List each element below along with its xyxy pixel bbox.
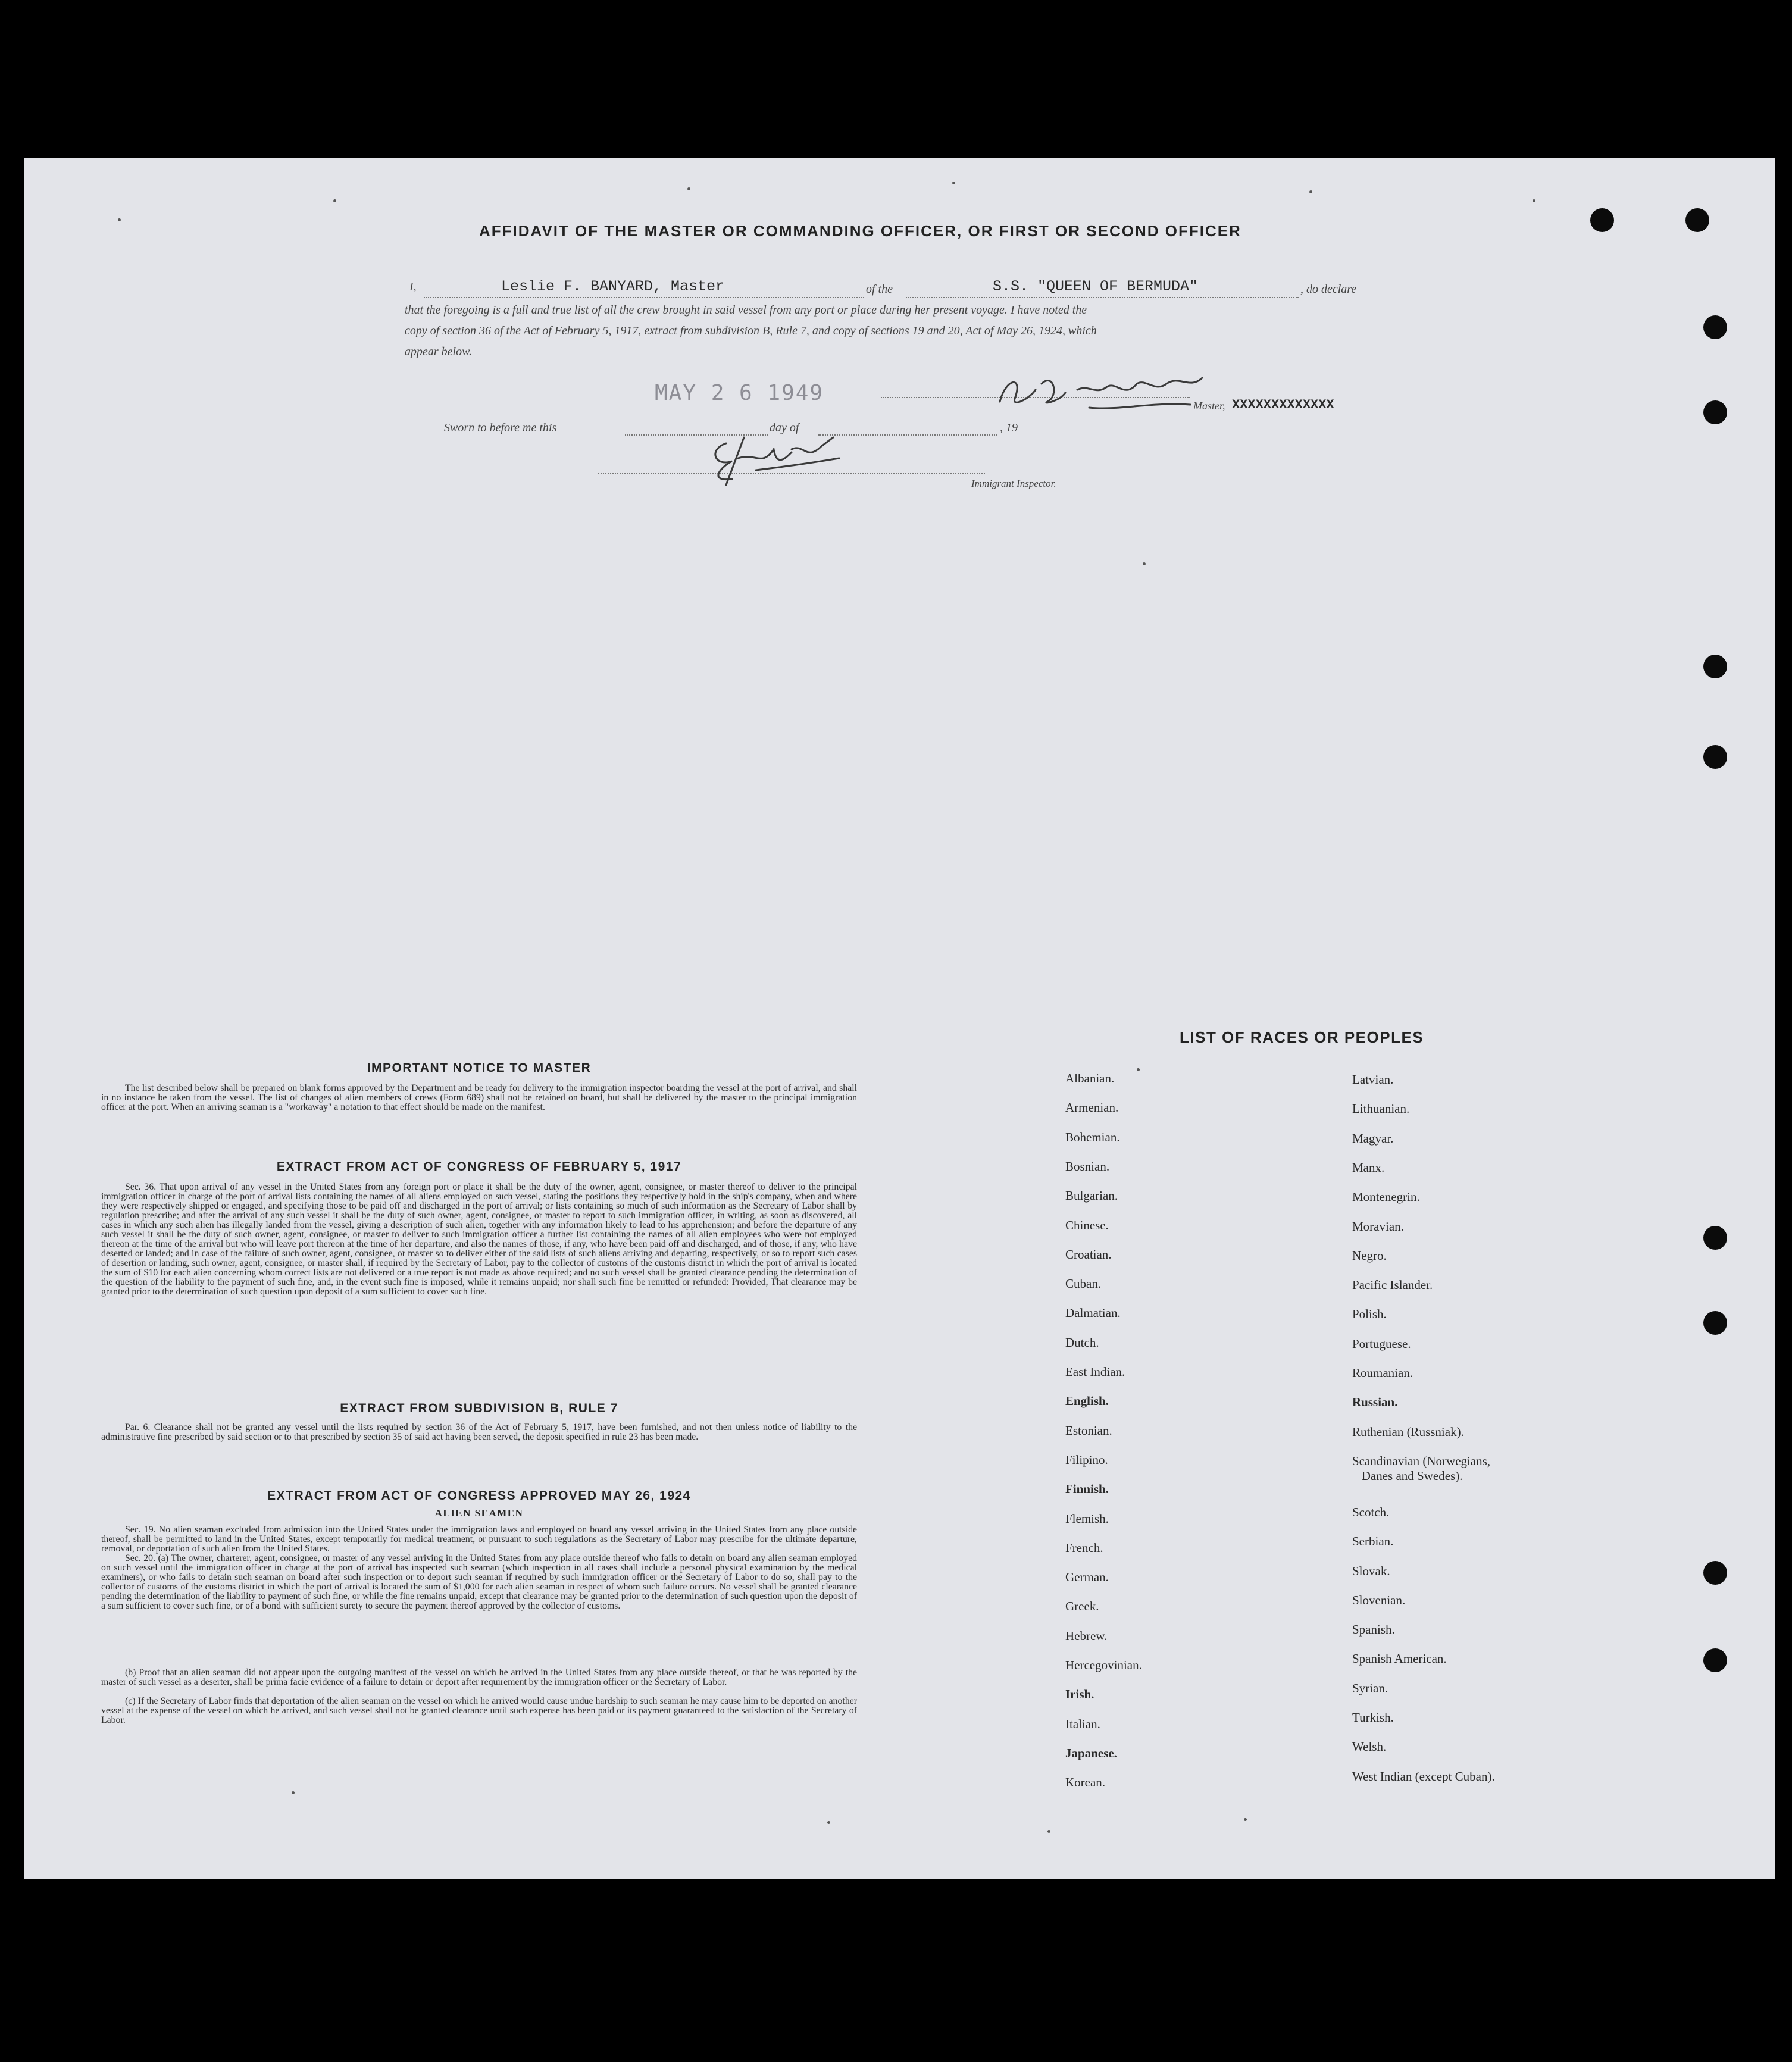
speck: [952, 182, 955, 184]
race-item: Hercegovinian.: [1065, 1658, 1142, 1672]
sworn-label: Sworn to before me this: [444, 421, 557, 434]
race-item: Greek.: [1065, 1599, 1099, 1614]
affidavit-body-line1: that the foregoing is a full and true list of all the crew brought in said vessel from any port or place during her present voyage. I have noted the: [405, 303, 1087, 317]
speck: [827, 1821, 830, 1824]
race-item: Pacific Islander.: [1352, 1278, 1433, 1293]
speck: [1137, 1068, 1140, 1071]
notice-text: The list described below shall be prepared on blank forms approved by the Department and be ready for delivery to the immigration inspector boarding the vessel at the port of arrival, and shall in no instance be taken from the vessel. The list of changes of alien members of crews (Form 689) shall not be retained on board, but shall be delivered by the master to the principal immigration officer at the port. When an arriving seaman is a "workaway" a notation to that effect should be made on the manifest.: [101, 1083, 857, 1112]
race-item: Turkish.: [1352, 1710, 1394, 1725]
punch-hole: [1590, 208, 1614, 232]
speck: [687, 187, 690, 190]
race-item: Chinese.: [1065, 1218, 1109, 1232]
race-item: East Indian.: [1065, 1365, 1125, 1379]
punch-hole: [1685, 208, 1709, 232]
race-item: Russian.: [1352, 1395, 1398, 1410]
punch-hole: [1703, 1648, 1727, 1672]
affidavit-body-line3: appear below.: [405, 345, 472, 358]
race-item: Magyar.: [1352, 1131, 1394, 1146]
inspector-signature: [702, 425, 869, 491]
race-item: Ruthenian (Russniak).: [1352, 1424, 1464, 1439]
race-item: Syrian.: [1352, 1681, 1388, 1695]
race-item: West Indian (except Cuban).: [1352, 1769, 1495, 1783]
of-the-label: of the: [866, 283, 893, 296]
speck: [1143, 562, 1146, 565]
race-item: Scandinavian (Norwegians, Danes and Swedes).: [1352, 1453, 1491, 1483]
day-of-label: day of: [770, 421, 799, 434]
race-item: Slovenian.: [1352, 1592, 1406, 1607]
race-item: Latvian.: [1352, 1072, 1394, 1087]
notice-title: IMPORTANT NOTICE TO MASTER: [367, 1061, 592, 1075]
race-item: Spanish American.: [1352, 1651, 1447, 1666]
race-item: Spanish.: [1352, 1622, 1395, 1637]
master-label: Master,: [1193, 400, 1225, 412]
races-title: LIST OF RACES OR PEOPLES: [1180, 1028, 1424, 1046]
punch-hole: [1703, 1311, 1727, 1335]
form-sheet: [24, 158, 1775, 1879]
inspector-signature-line: [598, 473, 985, 474]
race-item: Slovak.: [1352, 1563, 1390, 1578]
master-title-struck: XXXXXXXXXXXXX: [1232, 398, 1334, 412]
speck: [333, 199, 336, 202]
race-item: Japanese.: [1065, 1745, 1117, 1760]
extract-1924-sec20c: (c) If the Secretary of Labor finds that deportation of the alien seaman on the vessel on which he arrived would cause undue hardship to such seaman he may cause him to be deported on another vessel at the expense of the vessel on which he arrived, and such vessel shall not be granted clearance until such expense has been paid or its payment guaranteed to the satisfaction of the Secretary of Labor.: [101, 1696, 857, 1725]
extract-1917-text: Sec. 36. That upon arrival of any vessel in the United States from any foreign port or place it shall be the duty of the owner, agent, consignee, or master thereof to deliver to the principal immigration officer in charge of the port of arrival lists containing the names of all aliens employed on such vessel, stating the positions they respectively hold in the ship's company, when and where they were respectively shipped or engaged, and specifying those to be paid off and discharged in the port of arrival; or lists containing so much of such information as the Secretary of Labor shall by regulation prescribe; and after the arrival of any such vessel it shall be the duty of such owner, agent, consignee, or master to report to such immigration officer, in writing, as soon as discovered, all cases in which any such alien has illegally landed from the vessel, giving a description of such alien, together with any information likely to lead to his apprehension; and before the departure of any such vessel it shall be the duty of such owner, agent, consignee, or master to deliver to such immigration officer a further list containing the names of all alien employees who were not employed thereon at the time of the arrival but who will leave port thereon at the time of her departure, and also the names of those, if any, who have been paid off and discharged, and of those, if any, who have deserted or landed; and in case of the failure of such owner, agent, consignee, or master so to deliver either of the said lists of such aliens arriving and departing, respectively, or so to report such cases of desertion or landing, such owner, agent, consignee, or master shall, if required by the Secretary of Labor, pay to the collector of customs of the customs district in which the port of arrival is located the sum of $10 for each alien concerning whom correct lists are not delivered or a true report is not made as above required; and no such vessel shall be granted clearance pending the determination of the question of the liability to the payment of such fine, and, in the event such fine is imposed, while it remains unpaid; nor shall such fine be remitted or refunded: Provided, That clearance may be granted prior to the determination of such question upon deposit of a sum sufficient to cover such fine.: [101, 1182, 857, 1297]
affidavit-body-line2: copy of section 36 of the Act of February 5, 1917, extract from subdivision B, Rule 7, and copy of sections 19 and 20, Act of May 26, 1924, which: [405, 324, 1097, 337]
race-item: Polish.: [1352, 1307, 1387, 1322]
vessel-blank: [906, 297, 1299, 298]
race-item: Lithuanian.: [1352, 1102, 1410, 1116]
punch-hole: [1703, 400, 1727, 424]
speck: [118, 218, 121, 221]
race-item: Roumanian.: [1352, 1366, 1413, 1380]
inspector-label: Immigrant Inspector.: [971, 478, 1056, 489]
year-label: , 19: [1000, 421, 1018, 434]
race-item: Bohemian.: [1065, 1129, 1120, 1144]
punch-hole: [1703, 745, 1727, 769]
race-item: Scotch.: [1352, 1504, 1390, 1519]
race-item: Portuguese.: [1352, 1336, 1411, 1351]
extract-1924-sec19: Sec. 19. No alien seaman excluded from admission into the United States under the immigration laws and employed on board any vessel arriving in the United States from any place outside thereof, shall be permitted to land in the United States, except temporarily for medical treatment, or pursuant to such regulations as the Secretary of Labor may prescribe for the ultimate departure, removal, or deportation of such alien from the United States.: [101, 1525, 857, 1554]
master-name: Leslie F. BANYARD, Master: [501, 278, 725, 295]
race-item: Serbian.: [1352, 1534, 1394, 1549]
race-item: Manx.: [1352, 1160, 1385, 1175]
race-item: Montenegrin.: [1352, 1190, 1420, 1204]
punch-hole: [1703, 1226, 1727, 1250]
race-item: Estonian.: [1065, 1423, 1112, 1438]
race-item: Bosnian.: [1065, 1159, 1110, 1174]
race-item: English.: [1065, 1394, 1109, 1409]
race-item: Dalmatian.: [1065, 1306, 1121, 1321]
race-item: Korean.: [1065, 1775, 1106, 1790]
race-item: Flemish.: [1065, 1511, 1109, 1526]
race-item: Negro.: [1352, 1248, 1387, 1263]
speck: [1047, 1830, 1050, 1833]
race-item: Welsh.: [1352, 1739, 1387, 1754]
race-item: Croatian.: [1065, 1247, 1112, 1262]
extract-1924-title: EXTRACT FROM ACT OF CONGRESS APPROVED MAY 26, 1924: [267, 1489, 691, 1503]
punch-hole: [1703, 655, 1727, 678]
race-item: Albanian.: [1065, 1071, 1115, 1085]
vessel-name: S.S. "QUEEN OF BERMUDA": [993, 278, 1199, 295]
race-item: Italian.: [1065, 1716, 1100, 1731]
do-declare-label: , do declare: [1300, 283, 1357, 296]
date-stamp: MAY 2 6 1949: [655, 381, 824, 405]
name-blank: [424, 297, 864, 298]
race-item: Armenian.: [1065, 1100, 1119, 1115]
race-item: Cuban.: [1065, 1276, 1102, 1291]
punch-hole: [1703, 315, 1727, 339]
speck: [1244, 1818, 1247, 1821]
i-label: I,: [409, 280, 417, 293]
race-item: Bulgarian.: [1065, 1188, 1118, 1203]
race-item: Irish.: [1065, 1687, 1094, 1702]
race-item: Hebrew.: [1065, 1628, 1108, 1643]
race-item: Filipino.: [1065, 1452, 1108, 1467]
speck: [1309, 190, 1312, 193]
race-item: Moravian.: [1352, 1219, 1404, 1234]
race-item: Finnish.: [1065, 1482, 1109, 1497]
extract-rule7-text: Par. 6. Clearance shall not be granted any vessel until the lists required by section 36 of the Act of February 5, 1917, have been furnished, and not then unless notice of liability to the administrative fine prescribed by said section or to that prescribed by section 35 of said act having been served, the deposit specified in rule 23 has been made.: [101, 1422, 857, 1442]
race-item: French.: [1065, 1540, 1103, 1555]
speck: [292, 1791, 295, 1794]
extract-1924-sec20a: Sec. 20. (a) The owner, charterer, agent, consignee, or master of any vessel arriving in the United States from any place outside thereof who fails to detain on board any alien seaman employed on such vessel until the immigration officer in charge at the port of arrival has inspected such seaman (which inspection in all cases shall include a personal physical examination by the medical examiners), or who fails to detain such seaman on board after such inspection or to deport such seaman if required by such immigration officer or the Secretary of Labor to do so, shall pay to the collector of customs of the customs district in which the port of arrival is located the sum of $1,000 for each alien seaman in respect of whom such failure occurs. No vessel shall be granted clearance pending the determination of the liability to payment of such fine, or while the fine remains unpaid, except that clearance may be granted prior to the determination of such question upon the deposit of a sum sufficient to cover such fine, or of a bond with sufficient surety to secure the payment thereof approved by the collector of customs.: [101, 1553, 857, 1611]
speck: [1533, 199, 1535, 202]
race-item: Dutch.: [1065, 1335, 1099, 1350]
affidavit-title: AFFIDAVIT OF THE MASTER OR COMMANDING OFFICER, OR FIRST OR SECOND OFFICER: [479, 222, 1241, 240]
extract-1924-sec20b: (b) Proof that an alien seaman did not appear upon the outgoing manifest of the vessel on which he arrived in the United States from any place outside thereof, or that he was reported by the master of such vessel as a deserter, shall be prima facie evidence of a failure to detain or deport after requirement by the immigration officer or the Secretary of Labor.: [101, 1667, 857, 1687]
extract-1924-subtitle: ALIEN SEAMEN: [434, 1507, 524, 1519]
extract-1917-title: EXTRACT FROM ACT OF CONGRESS OF FEBRUARY 5, 1917: [276, 1160, 682, 1174]
race-item: German.: [1065, 1570, 1109, 1585]
extract-rule7-title: EXTRACT FROM SUBDIVISION B, RULE 7: [340, 1401, 618, 1415]
punch-hole: [1703, 1561, 1727, 1585]
master-signature: [988, 366, 1226, 420]
